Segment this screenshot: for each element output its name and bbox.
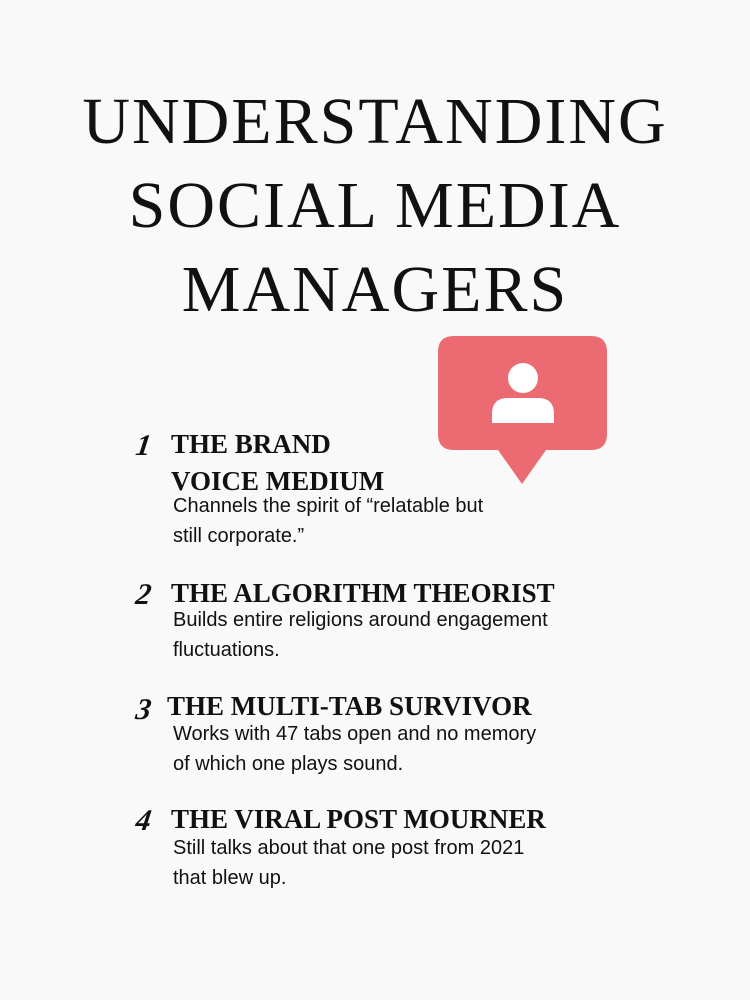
item-heading-line-2: VOICE MEDIUM	[171, 466, 385, 496]
title-line-3: MANAGERS	[181, 253, 569, 326]
item-description-line-2: fluctuations.	[173, 639, 280, 661]
page-title	[0, 80, 750, 332]
item-heading: THE VIRAL POST MOURNER	[171, 804, 546, 834]
profile-notification-badge	[438, 336, 607, 486]
speech-bubble-icon	[438, 336, 607, 486]
item-heading: THE ALGORITHM THEORIST	[171, 578, 555, 608]
item-description-line-2: of which one plays sound.	[173, 753, 404, 775]
item-heading: THE BRAND	[171, 429, 331, 459]
title-line-2: SOCIAL MEDIA	[128, 169, 622, 242]
item-number: 4	[133, 804, 154, 837]
item-number: 3	[133, 693, 154, 726]
item-description-line-2: that blew up.	[173, 867, 287, 889]
item-description: Builds entire religions around engagement	[173, 609, 548, 631]
item-number: 1	[133, 429, 154, 462]
item-description: Channels the spirit of “relatable but	[173, 495, 484, 517]
title-line-1: UNDERSTANDING	[82, 85, 668, 158]
item-heading: THE MULTI-TAB SURVIVOR	[167, 691, 532, 721]
item-description-line-2: still corporate.”	[173, 525, 305, 547]
item-description: Works with 47 tabs open and no memory	[173, 723, 537, 745]
item-description: Still talks about that one post from 2021	[173, 837, 525, 859]
item-number: 2	[133, 578, 154, 611]
